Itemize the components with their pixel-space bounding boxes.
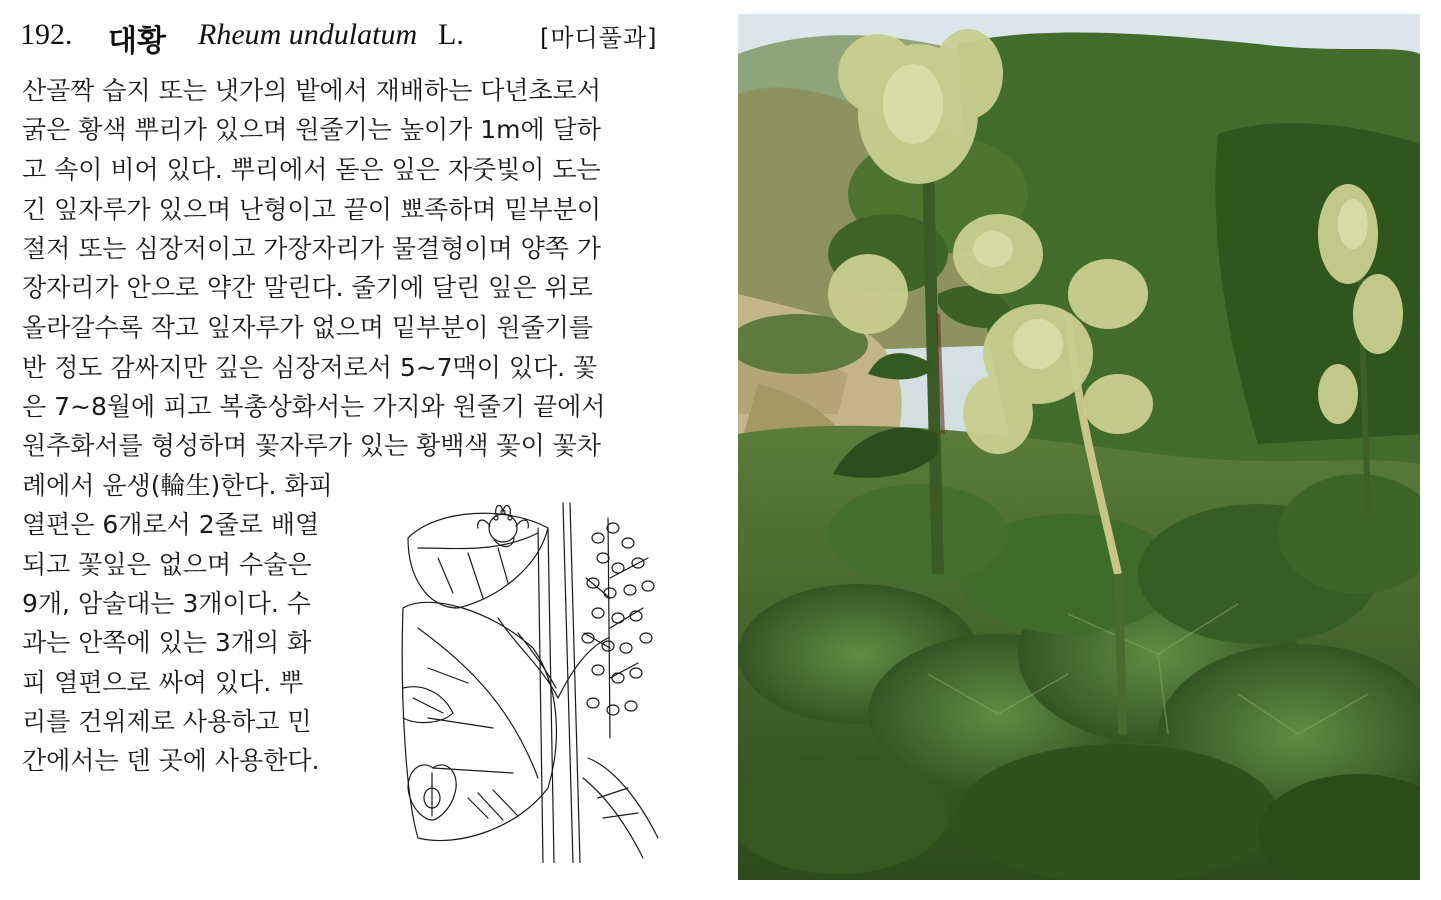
rhubarb-photo-icon <box>738 14 1420 880</box>
entry-number: 192. <box>20 18 73 51</box>
plant-photograph <box>738 14 1420 880</box>
botanical-illustration <box>398 498 668 863</box>
description-line: 은 7~8월에 피고 복총상화서는 가지와 원줄기 끝에서 <box>22 392 606 421</box>
description-line: 리를 건위제로 사용하고 민 <box>22 707 312 736</box>
description-line: 굵은 황색 뿌리가 있으며 원줄기는 높이가 1m에 달하 <box>22 115 601 144</box>
description-line: 고 속이 비어 있다. 뿌리에서 돋은 잎은 자줏빛이 도는 <box>22 155 601 184</box>
korean-name: 대황 <box>108 24 166 59</box>
description-line: 반 정도 감싸지만 깊은 심장저로서 5~7맥이 있다. 꽃 <box>22 353 598 382</box>
description-line: 긴 잎자루가 있으며 난형이고 끝이 뾰족하며 밑부분이 <box>22 195 601 224</box>
description-line: 되고 꽃잎은 없으며 수술은 <box>22 550 312 579</box>
description-line: 피 열편으로 싸여 있다. 뿌 <box>22 668 304 697</box>
scientific-name: Rheum undulatum <box>198 18 418 51</box>
description-line: 간에서는 덴 곳에 사용한다. <box>22 746 320 775</box>
description-line: 장자리가 안으로 약간 말린다. 줄기에 달린 잎은 위로 <box>22 273 593 302</box>
description-line: 열편은 6개로서 2줄로 배열 <box>22 510 320 539</box>
description-line: 산골짝 습지 또는 냇가의 밭에서 재배하는 다년초로서 <box>22 76 601 105</box>
description-line: 올라갈수록 작고 잎자루가 없으며 밑부분이 원줄기를 <box>22 313 594 342</box>
description-line: 절저 또는 심장저이고 가장자리가 물결형이며 양쪽 가 <box>22 234 601 263</box>
description-line: 례에서 윤생(輪生)한다. 화피 <box>22 471 333 500</box>
author-abbrev: L. <box>438 18 464 51</box>
rhubarb-drawing-icon <box>398 498 668 863</box>
description-line: 과는 안쪽에 있는 3개의 화 <box>22 628 312 657</box>
entry-header <box>20 14 700 58</box>
description-line: 원추화서를 형성하며 꽃자루가 있는 황백색 꽃이 꽃차 <box>22 431 601 460</box>
description-line: 9개, 암술대는 3개이다. 수 <box>22 589 311 618</box>
family-name: [마디풀과] <box>540 24 658 52</box>
